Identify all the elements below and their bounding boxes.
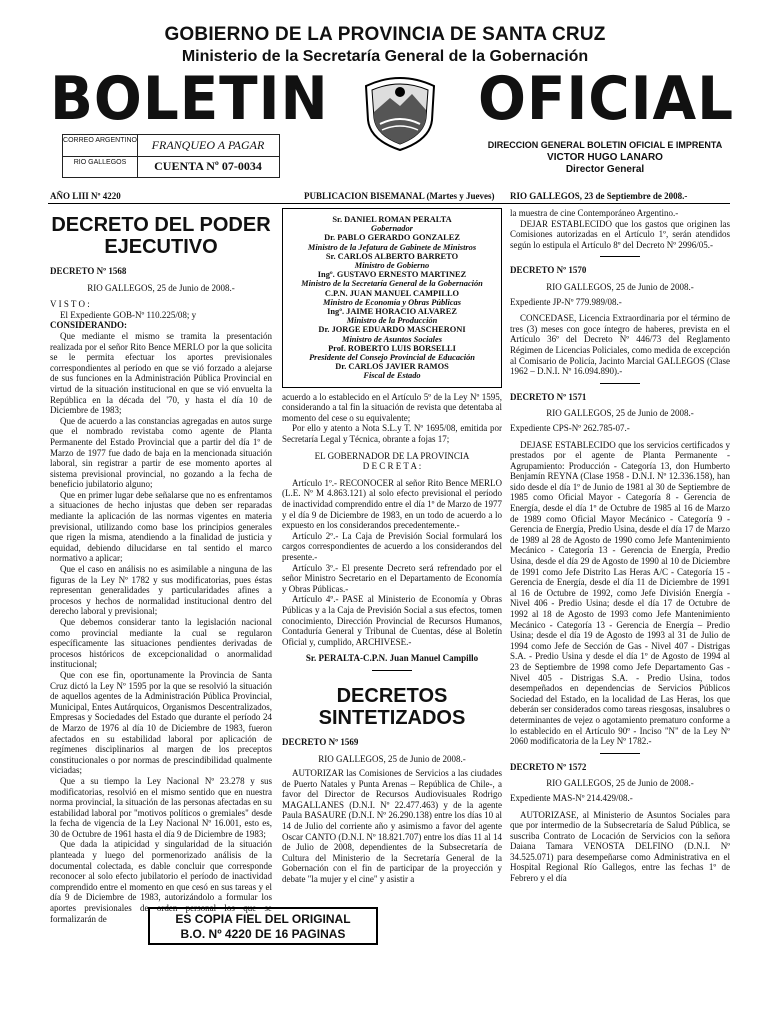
postal-box bbox=[62, 134, 280, 178]
signature: Sr. PERALTA-C.P.N. Juan Manuel Campillo bbox=[305, 653, 479, 664]
paragraph: Que con ese fin, oportunamente la Provincia de Santa Cruz dictó la Ley Nº 1595 por la que se resolvió la situación de aquellos agentes de la Administración Pública Provincial, Municipal, Entes Autárquicos, Organismos Descentralizados, Empresas y Sociedades del Estado que durante el período 24 de Marzo de 1976 al día 10 de Diciembre de 1983, fueron afectados en su estabilidad laboral por aplicación de regímenes disciplinarios al margen de los preceptos constitucionales o por normas de prescindibilidad qualmente viciadas; bbox=[50, 669, 272, 776]
section-title-decreto: DECRETO DEL PODER EJECUTIVO bbox=[51, 214, 271, 258]
decree-date: RIO GALLEGOS, 25 de Junio de 2008.- bbox=[318, 753, 466, 764]
director-title: Director General bbox=[565, 164, 645, 175]
column-1 bbox=[50, 208, 272, 924]
paragraph: CONCEDASE, Licencia Extraordinaria por el término de tres (3) meses con goce íntegro de haberes, prevista en el Artículo 36º del Decreto Nº 446/73 del Reglamento Régimen de Licencias Policiales, como medida de excepción al Comisario de Policía, Jacinto Marcial GALLEGOS (Clase 1962 – D.N.I. Nº 16.094.890).- bbox=[510, 313, 730, 377]
paragraph: AUTORIZASE, al Ministerio de Asuntos Sociales para que por intermedio de la Subsecretaría de Salud Pública, se suscriba Contrato de Locación de Servicios con la señora Daiana Tamara VENOSTA DELFINO (D.N.I. Nº 34.525.071) para desempeñarse como Administrativa en el Hospital Regional Río Gallegos, entre las fechas 1º de Febrero y el día bbox=[510, 809, 730, 884]
separator bbox=[600, 383, 640, 384]
certified-copy-box bbox=[148, 907, 378, 945]
paragraph: Que dada la atipicidad y singularidad de la situación planteada y luego del pormenorizado análisis de la documental colectada, es dable concluir que corresponde reconocer al solo efecto jubilatorio el período de inactividad comprendido entre el momento en que cesó en sus tareas y el día 9 de Diciembre de 1983, autorizándolo a formular los aportes previsionales de orden personal los que se formalizarán de bbox=[50, 839, 272, 924]
separator bbox=[600, 256, 640, 257]
header-rule bbox=[48, 203, 730, 204]
issue-number: AÑO LIII Nº 4220 bbox=[50, 191, 121, 201]
article: Artículo 2º.- La Caja de Previsión Social formulará los cargos correspondientes de acuerdo a los considerandos del presente.- bbox=[282, 530, 502, 562]
paragraph: Que de acuerdo a las constancias agregadas en autos surge que el nombrado revistaba como agente de Planta Permanente del Estado Provincial que a partir del día 1º de Marzo de 1977 fue dado de baja en la mencionada situación laboral, sin registrar a partir de ese momento aportes al sistema previsional provincial, no gozando a la fecha de beneficio jubilatorio alguno; bbox=[50, 415, 272, 490]
paragraph: la muestra de cine Contemporáneo Argentino.- bbox=[510, 208, 679, 218]
authorities-box: Sr. DANIEL ROMAN PERALTA Gobernador Dr. PABLO GERARDO GONZALEZ Ministro de la Jefatura de Gabinete de Ministros Sr. CARLOS ALBERTO BARRETO Ministro de Gobierno Ingº. GUSTAVO ERNESTO MARTINEZ Ministro de la Secretaría General de la Gobernación C.P.N. JUAN MANUEL CAMPILLO Ministro de Economía y Obras Públicas Ingº. JAIME HORACIO ALVAREZ Ministro de la Producción Dr. JORGE EDUARDO MASCHERONI Ministro de Asuntos Sociales Prof. ROBERTO LUIS BORSELLI Presidente del Consejo Provincial de Educación Dr. CARLOS JAVIER RAMOS Fiscal de Estado bbox=[282, 208, 502, 388]
decree-number: DECRETO Nº 1569 bbox=[282, 736, 359, 747]
column-3 bbox=[510, 208, 730, 900]
postal-cuenta: CUENTA Nº 07-0034 bbox=[154, 159, 262, 173]
direction-title: DIRECCION GENERAL BOLETIN OFICIAL E IMPRENTA bbox=[487, 140, 723, 150]
article: Artículo 4º.- PASE al Ministerio de Economía y Obras Públicas y a la Caja de Previsión Social a sus efectos, tomen conocimiento, Dirección Provincial de Recursos Humanos, Contaduría General y Tribunal de Cuentas, dése al Boletín Oficial y, cumplido, ARCHIVESE.- bbox=[282, 594, 502, 647]
masthead-right: OFICIAL bbox=[478, 64, 735, 134]
section-title-sintetizados: DECRETOS SINTETIZADOS bbox=[318, 684, 466, 729]
visto-text: El Expediente GOB-Nº 110.225/08; y bbox=[60, 309, 197, 320]
paragraph: Por ello y atento a Nota S.L.y T. Nº 1695/08, emitida por Secretaría Legal y Técnica, obrante a fojas 17; bbox=[282, 423, 502, 445]
paragraph: DEJASE ESTABLECIDO que los servicios certificados y prestados por el agente de Planta Permanente - Agrupamiento: Producción - Categoría 13, don Humberto Benjamín REYNA (Clase 1958 - D.N.I. Nº 12.336.158), han sido desde el día 1º de Junio de 1981 al 30 de Septiembre de 1985 como Oficial Mayor - Categoría 8 - Gerencia de Energía, desde el día 1º de Octubre de 1985 al 16 de Marzo de 1989 como Oficial Mayor Mecánico - Categoría 9 - Gerencia de Energía, Predio Usina, desde el día 17 de Marzo de 1989 al 28 de Agosto de 1990 como Jefe Mantenimiento Mecánico - Categoría 13 - Gerencia de Energía, Predio Usina, desde el día 29 de Agosto de 1990 al 10 de Diciembre de 1991 como Jefe Distrito Las Heras A/C - Categoría 15 - Gerencia de Energía, desde el día 11 de Diciembre de 1991 al 16 de Octubre de 1992, como Jefe División Energía - Nivel 406 - Predio Usina; desde el día 17 de Octubre de 1992 al 18 de Agosto de 1993 como Jefe Mantenimiento Mecánico - Categoría 13 - Gerencia de Energía – Predio Usina; desde el día 19 de Agosto de 1993 al 31 de Julio de 1994 como Jefe de Sección de Gas - Nivel 407 - Distrigas S.A. - Predio Usina y desde el día 1º de Agosto de 1994 al 23 de Septiembre de 1998 como Jefe Departamento Gas - Nivel 405 - Distrigas S.A. - Predio Usina, todos desempeñados en dependencias de Servicios Públicos Sociedad del Estado, en la localidad de Las Heras, los que deberán ser considerados como tareas riesgosas, insalubres o determinantes de vejez o agotamiento prematuro conforme a lo establecido en el Artículo 90º - Inciso "N" de la Ley Nº 2060 modificatoria de la Ley Nº 1782.- bbox=[510, 439, 730, 747]
expediente: Expediente CPS-Nº 262.785-07.- bbox=[510, 422, 630, 433]
paragraph: acuerdo a lo establecido en el Artículo 5º de la Ley Nº 1595, considerando a tal fin la situación de revista que detentaba al momento del cese o su equivalente; bbox=[282, 391, 502, 423]
separator bbox=[600, 753, 640, 754]
governor-heading: EL GOBERNADOR DE LA PROVINCIA bbox=[314, 450, 470, 461]
expediente: Expediente MAS-Nº 214.429/08.- bbox=[510, 792, 633, 803]
paragraph: Que el caso en análisis no es asimilable a ninguna de las figuras de la Ley Nº 1782 y sus modificatorias, pues éstas representan generalidades y particularidades afines a procesos y hechos de normalidad institucional dentro del derecho laboral y previsional; bbox=[50, 564, 272, 617]
government-title: GOBIERNO DE LA PROVINCIA DE SANTA CRUZ bbox=[164, 24, 606, 45]
ministry-title: Ministerio de la Secretaría General de la Gobernación bbox=[181, 48, 589, 65]
considerando-label: CONSIDERANDO: bbox=[50, 320, 128, 331]
provincial-seal-icon bbox=[360, 74, 440, 152]
expediente: Expediente JP-Nº 779.989/08.- bbox=[510, 296, 622, 307]
article: Artículo 1º.- RECONOCER al señor Rito Bence MERLO (L.E. Nº M 4.863.121) al solo efecto previsional el período de inactividad comprendido entre el día 1º de Marzo de 1977 y el día 9 de Diciembre de 1983, en un todo de acuerdo a lo expuesto en los considerandos precedentemente.- bbox=[282, 477, 502, 531]
paragraph: Que en primer lugar debe señalarse que no es enfrentamos a situaciones de hecho injustas que deben ser reparadas mediante la aplicación de las normas vigentes en materia previsional, utilizando como base los principios generales que rigen la misma, atendiendo a la finalidad de justicia y equidad, debiendo dilucidarse en tal sentido el marco normativo a aplicar; bbox=[50, 489, 272, 564]
decreta-heading: D E C R E T A : bbox=[362, 461, 422, 472]
postal-city: RIO GALLEGOS bbox=[73, 159, 127, 166]
director-name: VICTOR HUGO LANARO bbox=[547, 152, 663, 163]
postal-correo: CORREO ARGENTINO bbox=[63, 137, 137, 144]
paragraph: Que debemos considerar tanto la legislación nacional como provincial mediante la cual se regularon específicamente las situaciones pendientes derivadas de procesos históricos de excepcionalidad o anormalidad institucional; bbox=[50, 617, 272, 670]
visto-label: V I S T O : bbox=[50, 299, 90, 310]
paragraph: Que a su tiempo la Ley Nacional Nº 23.278 y sus modificatorias, resolvió en el mismo sentido que en nuestra norma provincial, la situación de las personas afectadas en su estabilidad laboral por "motivos políticos o gremiales" desde la fecha de vigencia de la Ley Nacional Nº 16.001, esto es, 30 de Octubre de 1961 hasta el día 9 de Diciembre de 1983; bbox=[50, 775, 272, 839]
article: Artículo 3º.- El presente Decreto será refrendado por el señor Ministro Secretario en el Departamento de Economía y Obras Públicas.- bbox=[282, 562, 502, 594]
decree-number: DECRETO Nº 1568 bbox=[50, 266, 127, 276]
paragraph: AUTORIZAR las Comisiones de Servicios a las ciudades de Puerto Natales y Punta Arenas – República de Chile-, a favor del Director de Recursos Audiovisuales Rodrigo MAGALLANES (D.N.I. Nº 22.477.463) y de la agente Paula BASAURE (D.N.I. Nº 26.290.138) entre los días 10 al 14 de Julio del corriente año y asimismo a favor del agente Oscar CANTO (D.N.I. Nº 18.821.707) entre los días 11 al 14 de Julio de 2008, dependientes de la Subsecretaría de Cultura del Ministerio de la Secretaría General de la Gobernación con el fin de participar de la proyección y debate "la mujer y el cine" y asistir a bbox=[282, 768, 503, 885]
decree-date: RIO GALLEGOS, 25 de Junio de 2008.- bbox=[546, 281, 694, 292]
issue-date: RIO GALLEGOS, 23 de Septiembre de 2008.- bbox=[510, 191, 688, 201]
decree-date: RIO GALLEGOS, 25 de Junio de 2008.- bbox=[546, 778, 694, 789]
paragraph: DEJAR ESTABLECIDO que los gastos que originen las Comisiones autorizadas en el Artículo 1º, serán atendidos según lo estipula el Artículo 8º del Decreto Nº 2996/05.- bbox=[510, 218, 730, 250]
certified-copy-line2: B.O. Nº 4220 DE 16 PAGINAS bbox=[180, 927, 346, 941]
decree-date: RIO GALLEGOS, 25 de Junio de 2008.- bbox=[546, 408, 694, 419]
paragraph: Que mediante el mismo se tramita la presentación realizada por el señor Rito Bence MERLO por la que solicita se le permita efectuar los aportes previsionales correspondientes al período en que se vió forzado a alejarse de sus funciones en la Administración Pública Provincial en virtud de la situación institucional en que se vió envuelta la República en la década del '70, y hasta el día 10 de Diciembre de 1983; bbox=[50, 330, 272, 416]
column-2 bbox=[282, 208, 502, 900]
decree-date: RIO GALLEGOS, 25 de Junio de 2008.- bbox=[87, 282, 235, 293]
decree-number: DECRETO Nº 1572 bbox=[510, 761, 587, 772]
decree-number: DECRETO Nº 1571 bbox=[510, 391, 587, 402]
publication-frequency: PUBLICACION BISEMANAL (Martes y Jueves) bbox=[304, 191, 495, 201]
decree-number: DECRETO Nº 1570 bbox=[510, 265, 587, 276]
postal-franqueo: FRANQUEO A PAGAR bbox=[151, 138, 265, 152]
separator bbox=[372, 670, 412, 671]
certified-copy-line1: ES COPIA FIEL DEL ORIGINAL bbox=[175, 912, 351, 926]
masthead-left: BOLETIN bbox=[50, 64, 329, 134]
